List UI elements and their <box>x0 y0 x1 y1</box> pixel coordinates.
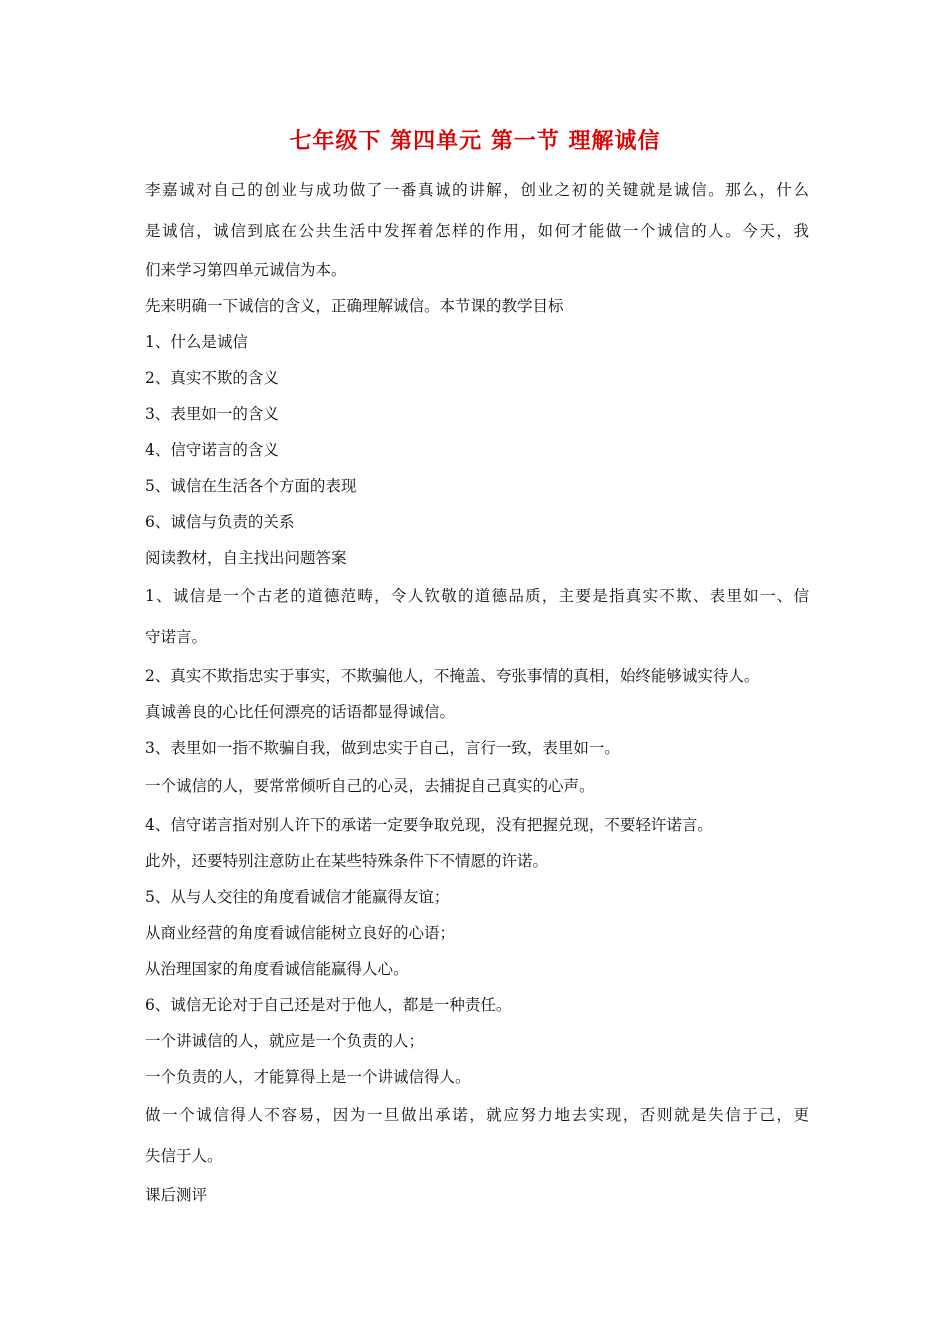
paragraph-line: 一个负责的人，才能算得上是一个讲诚信得人。 <box>145 1068 471 1086</box>
document-body <box>145 170 809 1213</box>
paragraph-line: 1、诚信是一个古老的道德范畴，令人钦敬的道德品质，主要是指真实不欺、表里如一、信 <box>145 587 809 605</box>
list-item: 5、诚信在生活各个方面的表现 <box>145 477 357 495</box>
paragraph-line: 从商业经营的角度看诚信能树立良好的心语； <box>145 924 456 942</box>
document-title: 七年级下 第四单元 第一节 理解诚信 <box>289 129 661 154</box>
paragraph-line: 4、信守诺言指对别人许下的承诺一定要争取兑现，没有把握兑现，不要轻许诺言。 <box>145 816 713 834</box>
paragraph-line: 3、表里如一指不欺骗自我，做到忠实于自己，言行一致，表里如一。 <box>145 739 620 757</box>
section-heading: 课后测评 <box>145 1186 208 1204</box>
paragraph-line: 李嘉诚对自己的创业与成功做了一番真诚的讲解，创业之初的关键就是诚信。那么，什么 <box>145 181 809 199</box>
paragraph-line: 5、从与人交往的角度看诚信才能赢得友谊； <box>145 888 450 906</box>
paragraph-line: 失信于人。 <box>145 1147 223 1165</box>
paragraph-line: 做一个诚信得人不容易，因为一旦做出承诺，就应努力地去实现，否则就是失信于己，更 <box>145 1106 809 1124</box>
paragraph-line: 一个讲诚信的人，就应是一个负责的人； <box>145 1032 425 1050</box>
paragraph-line: 守诺言。 <box>145 628 208 646</box>
list-item: 4、信守诺言的含义 <box>145 441 279 459</box>
paragraph-line: 6、诚信无论对于自己还是对于他人，都是一种责任。 <box>145 996 512 1014</box>
section-heading: 阅读教材，自主找出问题答案 <box>145 549 347 567</box>
list-item: 2、真实不欺的含义 <box>145 369 279 387</box>
paragraph-line: 先来明确一下诚信的含义，正确理解诚信。本节课的教学目标 <box>145 297 564 315</box>
list-item: 3、表里如一的含义 <box>145 405 279 423</box>
paragraph-line: 真诚善良的心比任何漂亮的话语都显得诚信。 <box>145 703 456 721</box>
paragraph-line: 们来学习第四单元诚信为本。 <box>145 261 347 279</box>
paragraph-line: 一个诚信的人，要常常倾听自己的心灵，去捕捉自己真实的心声。 <box>145 777 595 795</box>
paragraph-line: 从治理国家的角度看诚信能赢得人心。 <box>145 960 409 978</box>
list-item: 1、什么是诚信 <box>145 333 248 351</box>
paragraph-line: 是诚信，诚信到底在公共生活中发挥着怎样的作用，如何才能做一个诚信的人。今天，我 <box>145 222 809 240</box>
paragraph-line: 此外，还要特别注意防止在某些特殊条件下不情愿的许诺。 <box>145 852 549 870</box>
list-item: 6、诚信与负责的关系 <box>145 513 295 531</box>
paragraph-line: 2、真实不欺指忠实于事实，不欺骗他人，不掩盖、夸张事情的真相，始终能够诚实待人。 <box>145 667 760 685</box>
